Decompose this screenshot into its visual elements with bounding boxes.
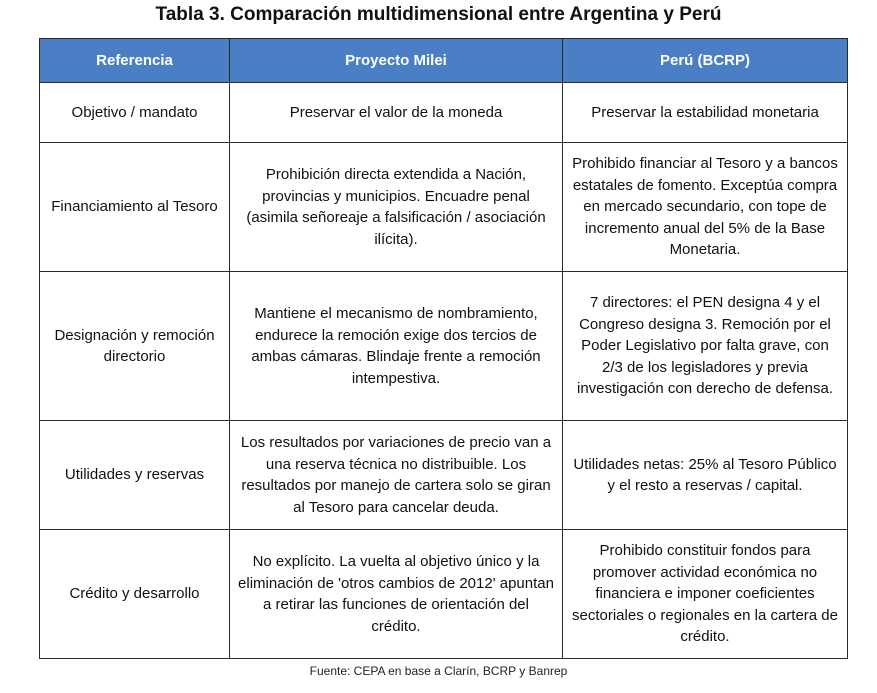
cell-peru-bcrp: Prohibido financiar al Tesoro y a bancos estatales de fomento. Exceptúa compra en mercado secundario, con tope de incremento anual del 5% de la Base Monetaria.: [563, 143, 848, 272]
cell-proyecto-milei: Los resultados por variaciones de precio van a una reserva técnica no distribuible. Los resultados por manejo de cartera solo se giran al Tesoro para cancelar deuda.: [230, 421, 563, 530]
cell-peru-bcrp: Preservar la estabilidad monetaria: [563, 83, 848, 143]
cell-referencia: Designación y remoción directorio: [40, 272, 230, 421]
cell-proyecto-milei: Prohibición directa extendida a Nación, provincias y municipios. Encuadre penal (asimila señoreaje a falsificación / asociación ilícita).: [230, 143, 563, 272]
table-row: [40, 272, 848, 421]
header-row: [40, 39, 848, 83]
cell-peru-bcrp: 7 directores: el PEN designa 4 y el Congreso designa 3. Remoción por el Poder Legislativo por falta grave, con 2/3 de los legisladores y previa investigación con derecho de defensa.: [563, 272, 848, 421]
cell-peru-bcrp: Utilidades netas: 25% al Tesoro Público y el resto a reservas / capital.: [563, 421, 848, 530]
cell-proyecto-milei: Mantiene el mecanismo de nombramiento, endurece la remoción exige dos tercios de ambas cámaras. Blindaje frente a remoción intempestiva.: [230, 272, 563, 421]
cell-referencia: Utilidades y reservas: [40, 421, 230, 530]
table-row: [40, 143, 848, 272]
source-note: Fuente: CEPA en base a Clarín, BCRP y Banrep: [309, 664, 568, 678]
table-row: [40, 421, 848, 530]
comparison-table: [39, 38, 848, 659]
cell-referencia: Financiamiento al Tesoro: [40, 143, 230, 272]
cell-proyecto-milei: Preservar el valor de la moneda: [230, 83, 563, 143]
cell-referencia: Objetivo / mandato: [40, 83, 230, 143]
header-proyecto-milei: Proyecto Milei: [230, 39, 563, 83]
cell-referencia: Crédito y desarrollo: [40, 530, 230, 659]
header-peru-bcrp: Perú (BCRP): [563, 39, 848, 83]
cell-peru-bcrp: Prohibido constituir fondos para promover actividad económica no financiera e imponer coeficientes sectoriales o regionales en la cartera de crédito.: [563, 530, 848, 659]
table-row: [40, 530, 848, 659]
table-row: [40, 83, 848, 143]
table-title: Tabla 3. Comparación multidimensional entre Argentina y Perú: [155, 4, 722, 25]
header-referencia: Referencia: [40, 39, 230, 83]
cell-proyecto-milei: No explícito. La vuelta al objetivo único y la eliminación de 'otros cambios de 2012' apuntan a retirar las funciones de orientación del crédito.: [230, 530, 563, 659]
